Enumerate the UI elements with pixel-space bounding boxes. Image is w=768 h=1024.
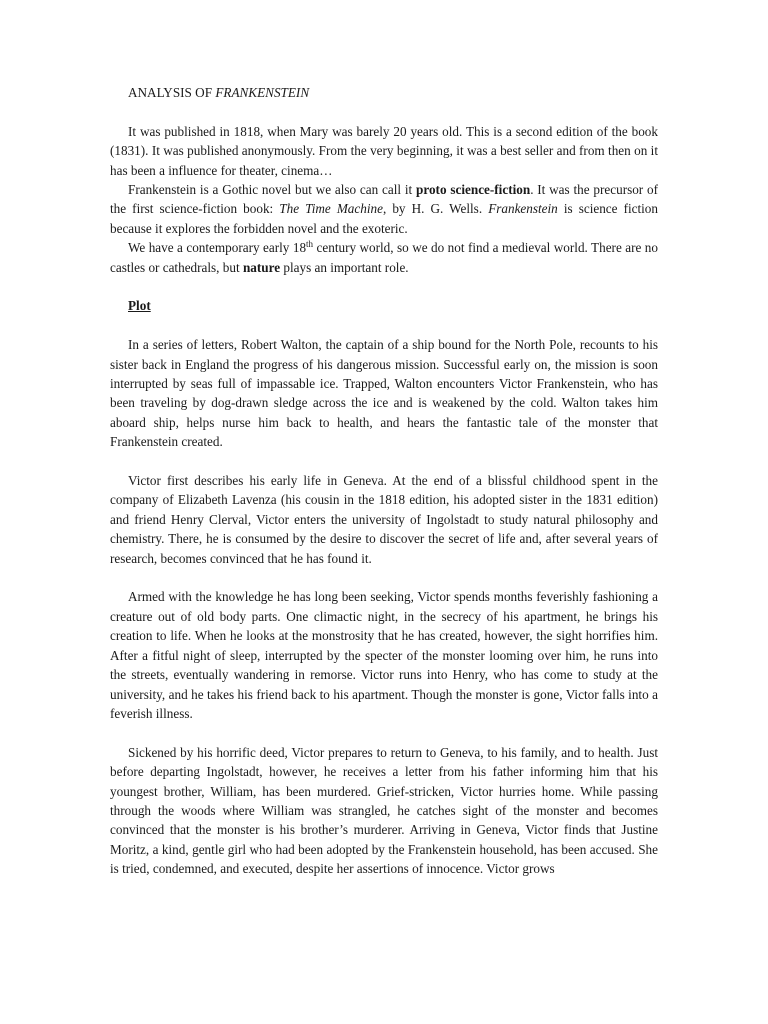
intro-paragraph-1: It was published in 1818, when Mary was barely 20 years old. This is a second edition of the book (1831). It was published anonymously. From the very beginning, it was a best seller and from then on it has been a influence for theater, cinema… xyxy=(110,123,658,178)
plot-paragraph-2: Victor first describes his early life in Geneva. At the end of a blissful childhood spent in the company of Elizabeth Lavenza (his cousin in the 1818 edition, his adopted sister in the 1831 edition) and friend Henry Clerval, Victor enters the university of Ingolstadt to study natural philosophy and chemistry. There, he is consumed by the desire to discover the secret of life and, after several years of research, becomes convinced that he has found it. xyxy=(110,473,658,566)
spacer xyxy=(110,452,658,471)
spacer xyxy=(110,277,658,296)
spacer xyxy=(110,568,658,587)
document-title: ANALYSIS OF FRANKENSTEIN xyxy=(128,85,310,100)
plot-paragraph-3: Armed with the knowledge he has long been seeking, Victor spends months feverishly fashioning a creature out of old body parts. One climactic night, in the secrecy of his apartment, he brings his creation to life. When he looks at the monstrosity that he has created, however, the sight horrifies him. After a fitful night of sleep, interrupted by the specter of the monster looming over him, he runs into the streets, eventually wandering in remorse. Victor runs into Henry, who has come to study at the university, and he takes his friend back to his apartment. Though the monster is gone, Victor falls into a feverish illness. xyxy=(110,589,658,721)
intro-paragraph-2: Frankenstein is a Gothic novel but we also can call it proto science-fiction. It was the precursor of the first science-fiction book: The Time Machine, by H. G. Wells. Frankenstein is science fiction because it explores the forbidden novel and the exoteric. xyxy=(110,182,658,236)
document-page xyxy=(110,83,658,879)
plot-paragraph-1: In a series of letters, Robert Walton, the captain of a ship bound for the North Pole, recounts to his sister back in England the progress of his dangerous mission. Successful early on, the mission is soon interrupted by seas full of impassable ice. Trapped, Walton encounters Victor Frankenstein, who has been traveling by dog-drawn sledge across the ice and is weakened by the cold. Walton takes him aboard ship, helps nurse him back to health, and hears the fantastic tale of the monster that Frankenstein created. xyxy=(110,337,658,450)
spacer xyxy=(110,316,658,335)
intro-paragraph-3: We have a contemporary early 18th century world, so we do not find a medieval world. There are no castles or cathedrals, but nature plays an important role. xyxy=(110,239,658,275)
spacer xyxy=(110,723,658,742)
spacer xyxy=(110,102,658,121)
section-heading-plot: Plot xyxy=(128,298,151,314)
plot-paragraph-4: Sickened by his horrific deed, Victor prepares to return to Geneva, to his family, and to health. Just before departing Ingolstadt, however, he receives a letter from his father informing him that his youngest brother, William, has been murdered. Grief-stricken, Victor hurries home. While passing through the woods where William was strangled, he catches sight of the monster and becomes convinced that the monster is his brother’s murderer. Arriving in Geneva, Victor finds that Justine Moritz, a kind, gentle girl who had been adopted by the Frankenstein household, has been accused. She is tried, condemned, and executed, despite her assertions of innocence. Victor grows xyxy=(110,744,658,877)
